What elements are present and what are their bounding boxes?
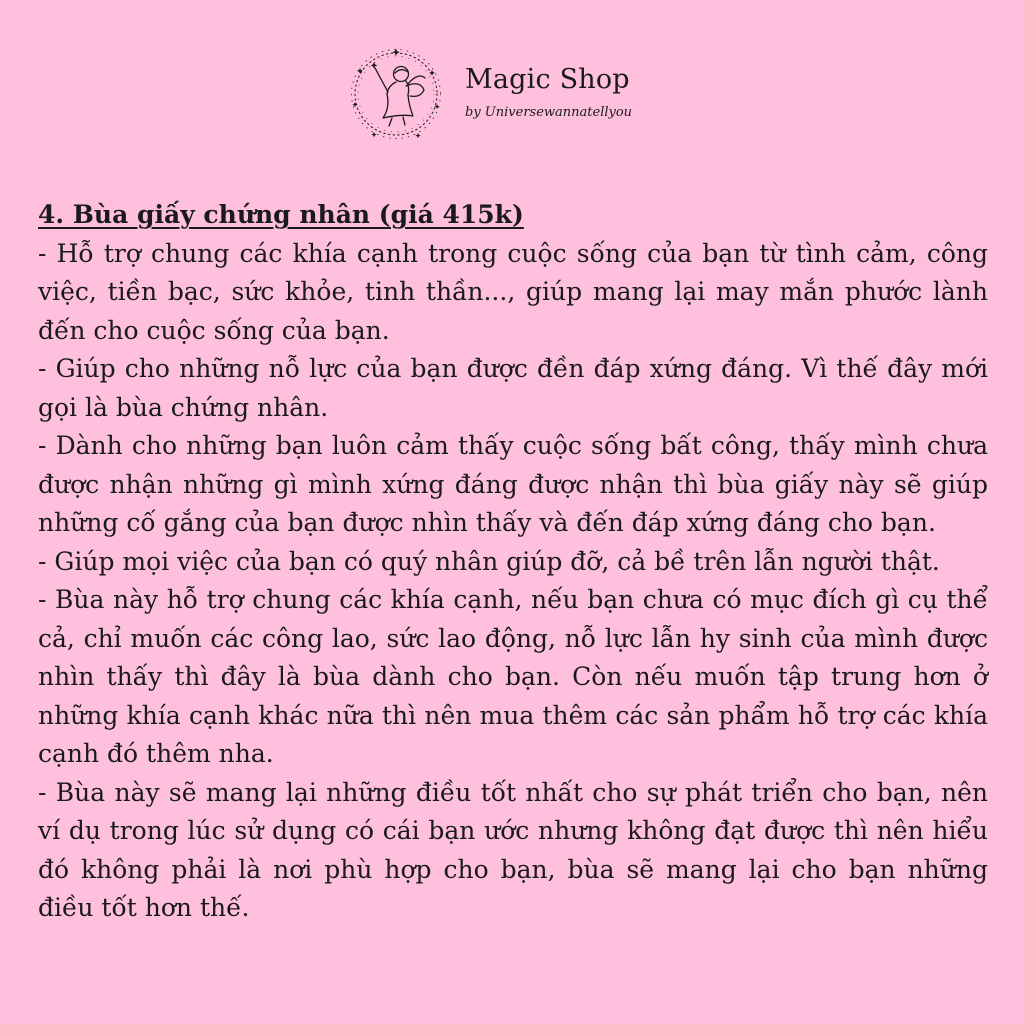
brand [465, 62, 632, 122]
paragraph: - Hỗ trợ chung các khía cạnh trong cuộc sống của bạn từ tình cảm, công việc, tiền bạc, sức khỏe, tinh thần..., giúp mang lại may mắn phước lành đến cho cuộc sống của bạn. [38, 238, 988, 345]
paragraph: - Bùa này sẽ mang lại những điều tốt nhất cho sự phát triển cho bạn, nên ví dụ trong lúc sử dụng có cái bạn ước nhưng không đạt được thì nên hiểu đó không phải là nơi phù hợp cho bạn, bùa sẽ mang lại cho bạn những điều tốt hơn thế. [38, 777, 988, 922]
article-body [38, 196, 988, 928]
fairy-wreath-logo-icon [348, 46, 444, 142]
paragraph: - Giúp mọi việc của bạn có quý nhân giúp đỡ, cả bề trên lẫn người thật. [38, 546, 940, 576]
paragraph: - Dành cho những bạn luôn cảm thấy cuộc sống bất công, thấy mình chưa được nhận những gì mình xứng đáng được nhận thì bùa giấy này sẽ giúp những cố gắng của bạn được nhìn thấy và đến đáp xứng đáng cho bạn. [38, 431, 988, 537]
brand-name: Magic Shop [465, 64, 630, 95]
paragraph: - Giúp cho những nỗ lực của bạn được đền đáp xứng đáng. Vì thế đây mới gọi là bùa chứng nhân. [38, 354, 988, 422]
section-heading: 4. Bùa giấy chứng nhân (giá 415k) [38, 200, 524, 229]
paragraph: - Bùa này hỗ trợ chung các khía cạnh, nếu bạn chưa có mục đích gì cụ thể cả, chỉ muốn các công lao, sức lao động, nỗ lực lẫn hy sinh của mình được nhìn thấy thì đây là bùa dành cho bạn. Còn nếu muốn tập trung hơn ở những khía cạnh khác nữa thì nên mua thêm các sản phẩm hỗ trợ các khía cạnh đó thêm nha. [38, 585, 988, 768]
brand-tagline: by Universewannatellyou [465, 105, 633, 120]
